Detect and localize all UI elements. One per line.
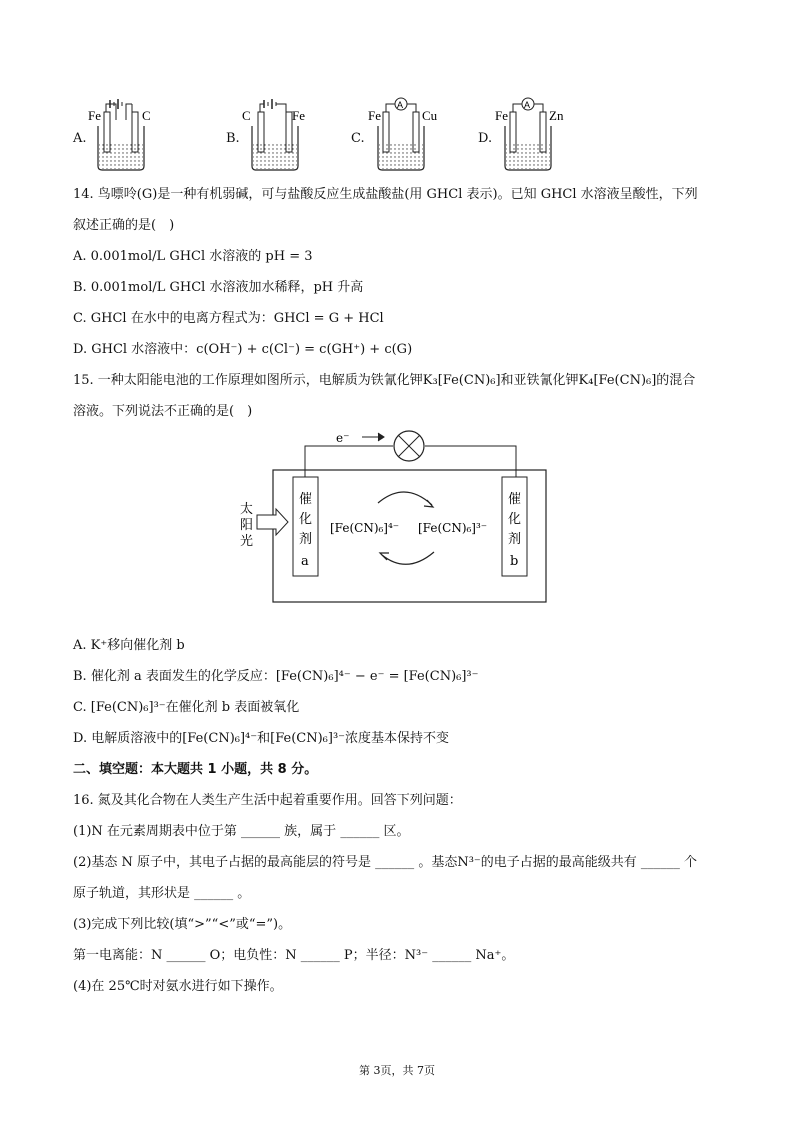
cat-b-char-1: 催 — [508, 492, 522, 507]
q15-stem-line2: 溶液。下列说法不正确的是( ) — [73, 404, 253, 419]
electrode-label-left: C — [242, 108, 251, 123]
electrode-label-right: Fe — [292, 108, 305, 123]
ammeter-icon: A — [397, 100, 404, 110]
ammeter-icon: A — [524, 100, 531, 110]
q16-part3-line2: 第一电离能：N ______ O；电负性：N ______ P；半径：N³⁻ ______ Na⁺。 — [73, 948, 515, 963]
q15-option-c: C. [Fe(CN)₆]³⁻在催化剂 b 表面被氧化 — [73, 700, 300, 715]
species-left: [Fe(CN)₆]⁴⁻ — [330, 521, 400, 535]
cat-b-char-2: 化 — [508, 512, 522, 527]
cat-b-char-4: b — [510, 554, 519, 569]
cat-a-char-3: 剂 — [299, 532, 313, 547]
q16-stem: 16. 氮及其化合物在人类生产生活中起着重要作用。回答下列问题： — [73, 793, 462, 808]
beaker-diagram-c — [366, 96, 446, 176]
solar-cell-diagram — [230, 425, 560, 610]
q16-part2-line2: 原子轨道，其形状是 ______ 。 — [73, 886, 251, 901]
electrode-label-left: Fe — [368, 108, 381, 123]
cat-a-char-1: 催 — [299, 492, 313, 507]
beaker-diagram-a — [86, 96, 156, 176]
electron-label: e⁻ — [336, 431, 350, 445]
q16-part3: (3)完成下列比较(填“>”“<”或“=”)。 — [73, 917, 292, 932]
section-heading: 二、填空题：本大题共 1 小题，共 8 分。 — [73, 762, 318, 777]
electrode-label-left: Fe — [495, 108, 508, 123]
electrode-label-left: Fe — [88, 108, 101, 123]
q15-stem-line1: 15. 一种太阳能电池的工作原理如图所示，电解质为铁氰化钾K₃[Fe(CN)₆]和亚铁氰化钾K₄[Fe(CN)₆]的混合 — [73, 373, 696, 388]
q16-part2-line1: (2)基态 N 原子中，其电子占据的最高能层的符号是 ______ 。基态N³⁻的电子占据的最高能级共有 ______ 个 — [73, 855, 698, 870]
cat-a-char-4: a — [301, 554, 309, 569]
cat-a-char-2: 化 — [299, 512, 313, 527]
q14-option-b: B. 0.001mol/L GHCl 水溶液加水稀释，pH 升高 — [73, 280, 364, 295]
beaker-diagram-b — [240, 96, 310, 176]
arrow-top-icon — [378, 492, 432, 505]
q14-option-d: D. GHCl 水溶液中：c(OH⁻) + c(Cl⁻) = c(GH⁺) + c(G) — [73, 342, 413, 357]
option-c-letter: C. — [351, 131, 365, 146]
q14-option-c: C. GHCl 在水中的电离方程式为：GHCl = G + HCl — [73, 311, 384, 326]
page-footer: 第 3页，共 7页 — [359, 1064, 435, 1077]
option-d-letter: D. — [478, 131, 493, 146]
q15-option-d: D. 电解质溶液中的[Fe(CN)₆]⁴⁻和[Fe(CN)₆]³⁻浓度基本保持不变 — [73, 731, 450, 746]
q14-option-a: A. 0.001mol/L GHCl 水溶液的 pH = 3 — [73, 249, 313, 264]
q15-option-a: A. K⁺移向催化剂 b — [73, 638, 185, 653]
sunlight-char-3: 光 — [240, 534, 254, 549]
option-b-letter: B. — [226, 131, 240, 146]
electrode-label-right: Zn — [549, 108, 564, 123]
q14-stem-line2: 叙述正确的是( ) — [73, 218, 175, 233]
q14-stem-line1: 14. 鸟嘌呤(G)是一种有机弱碱，可与盐酸反应生成盐酸盐(用 GHCl 表示)。已知 GHCl 水溶液呈酸性，下列 — [73, 187, 698, 202]
q16-part1: (1)N 在元素周期表中位于第 ______ 族，属于 ______ 区。 — [73, 824, 410, 839]
electrode-label-right: C — [142, 108, 151, 123]
option-a-letter: A. — [73, 131, 87, 146]
beaker-diagram-d — [493, 96, 573, 176]
q15-option-b: B. 催化剂 a 表面发生的化学反应：[Fe(CN)₆]⁴⁻ − e⁻ = [Fe(CN)₆]³⁻ — [73, 669, 479, 684]
cat-b-char-3: 剂 — [508, 532, 522, 547]
q16-part4: (4)在 25℃时对氨水进行如下操作。 — [73, 979, 283, 994]
species-right: [Fe(CN)₆]³⁻ — [418, 521, 488, 535]
sunlight-char-1: 太 — [240, 502, 254, 517]
arrow-bottom-icon — [382, 552, 434, 564]
electrode-label-right: Cu — [422, 108, 438, 123]
sunlight-char-2: 阳 — [240, 518, 254, 533]
